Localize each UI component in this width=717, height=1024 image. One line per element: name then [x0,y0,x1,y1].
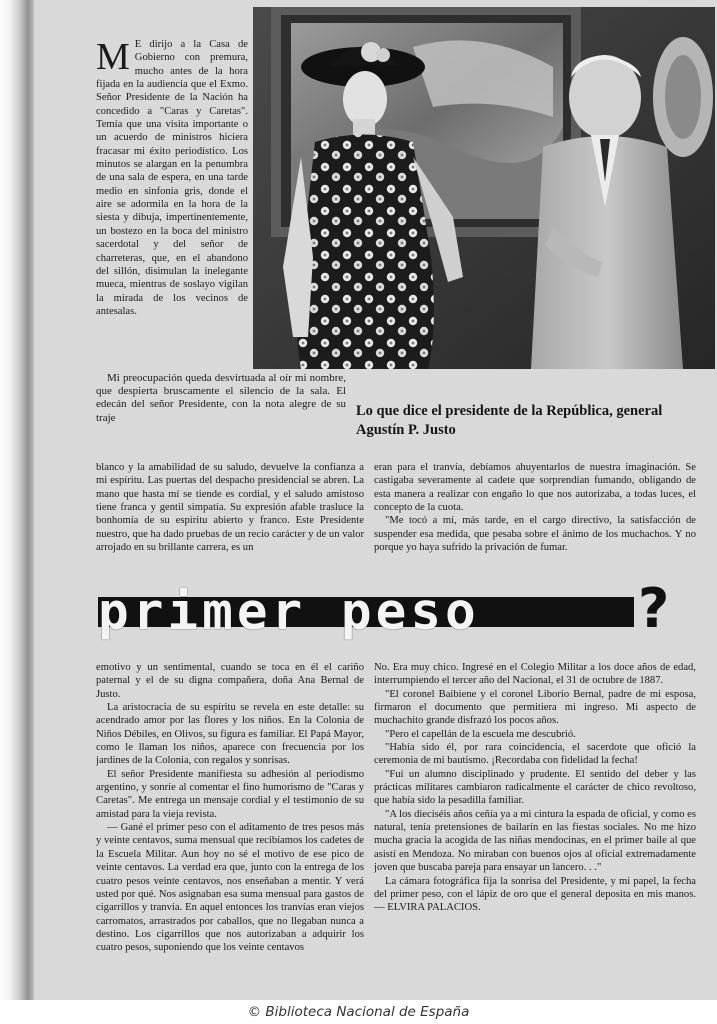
lower-right-para-3: "Pero el capellán de la escuela me descubrió. [385,728,576,740]
upper-right-para-2: "Me tocó a mí, más tarde, en el cargo directivo, la satisfacción de suspender esa medida, que pesaba sobre el ánimo de los muchachos. Y no porque yo haya sufrido la privación de fumar. [374,515,696,554]
lower-right-column [374,661,696,990]
drop-cap: M [96,38,130,78]
upper-right-column [374,461,696,573]
headline-banner [98,577,670,645]
lower-left-column [96,661,364,990]
article-intro-continuation [96,372,346,468]
lower-left-para-3: El señor Presidente manifiesta su adhesión al periodismo argentino, y sonríe al comentar el fino humorismo de "Caras y Caretas". Me entrega un mensaje cordial y el testimonio de su amistad para la vieja revista. [96,768,364,820]
library-copyright-footer: © Biblioteca Nacional de España [0,1000,717,1024]
lower-right-para-6: "A los dieciséis años ceñía ya a mi cintura la espada de oficial, y como es natural, tenía pretensiones de bailarín en las fiestas sociales. No me hizo mucha gracia la acogida de las niñas mendocinas, en el primer baile al que asistí en Mendoza. No miraban con buenos ojos al oficial extremadamente joven que buscaba pareja para ensayar un lancero. . ." [374,808,696,874]
lower-left-para-4: — Gané el primer peso con el aditamento de tres pesos más y veinte centavos, suma mensual que recibíamos los cadetes de la Escuela Militar. Aun hoy no sé el motivo de ese pico de veinte centavos. La verdad era que, junto con la entrega de los cuatro pesos veinte centavos, nos enseñaban a mentir. Y verá usted por qué. Nos asignaban esa suma mensual para gastos de cigarrillos y tranvía. En aquel entonces los tranvías eran viejos carromatos, arrastrados por caballos, que no llegaban nunca a destino. Los cigarrillos que nos autorizaban a adquirir los cuatro pesos, suponiendo que los veinte centavos [96,822,364,954]
binding-spine [0,0,36,1024]
lower-right-para-1: No. Era muy chico. Ingresé en el Colegio Militar a los doce años de edad, interrumpiendo el tercer año del Nacional, el 31 de octubre de 1887. [374,662,696,687]
lower-right-para-2: "El coronel Baibiene y el coronel Liborio Bernal, padre de mi esposa, firmaron el documento que permitiera mi ingreso. Mi aspecto de muchachito grande disfrazó los pocos años. [374,688,696,727]
photo-caption: Lo que dice el presidente de la República, general Agustín P. Justo [356,403,663,438]
greeting-paragraph: blanco y la amabilidad de su saludo, devuelve la confianza a mi espíritu. Las puertas del despacho presidencial se abren. La mano que hasta mí se tiende es cordial, y el saludo amistoso tiene franca y gentil simpatía. Su expresión afable trasluce la bonhomía de su espíritu abierto y franco. Este Presidente nuestro, que ha dado pruebas de un recio carácter y de un valor arrojado en su brillante carrera, es un [96,462,364,554]
upper-right-para-1: eran para el tranvía, debíamos ahuyentarlos de nuestra imaginación. Se castigaba severamente al cadete que sorprendían fumando, obligando de esta manera a realizar con engaño lo que nos autorizaba, a todas luces, el concepto de la cuota. [374,462,696,514]
lower-left-para-1: emotivo y un sentimental, cuando se toca en él el cariño paternal y el de su digna compañera, doña Ana Bernal de Justo. [96,662,364,700]
headline-text: primer peso [98,583,480,642]
lower-right-para-4: "Había sido él, por rara coincidencia, el sacerdote que ofició la ceremonia de mi bautismo. ¡Recordaba con fidelidad la fecha! [374,742,696,767]
lower-left-para-2: La aristocracia de su espíritu se revela en este detalle: su acendrado amor por las flores y los niños. En la Colonia de Niños Débiles, en Olivos, su figura es familiar. El Papá Mayor, como le llaman los niños, aparece con frecuencia por los jardines de la Colonia, con regalos y sonrisas. [96,702,364,767]
headline-question-mark: ? [638,577,670,640]
lower-right-para-5: "Fuí un alumno disciplinado y prudente. El sentido del deber y las prácticas militares cambiaron radicalmente el carácter de chico revoltoso, que había sido la pesadilla familiar. [374,768,696,807]
waiting-room-paragraph: Mi preocupación queda desvirtuada al oír mi nombre, que despierta bruscamente el silencio de la sala. El edecán del señor Presidente, con la nota alegre de su traje [96,372,346,424]
lower-right-para-7: La cámara fotográfica fija la sonrisa del Presidente, y mi papel, la fecha del primer peso, con el lápiz de oro que el general deposita en mis manos. — ELVIRA PALACIOS. [374,875,696,914]
photo-illustration [253,7,715,369]
upper-left-column [96,461,364,573]
article-photograph [253,7,715,369]
article-intro-column [96,38,248,340]
intro-paragraph: E dirijo a la Casa de Gobierno con premura, mucho antes de la hora fijada en la audiencia que el Exmo. Señor Presidente de la Nación ha concedido a "Caras y Caretas". Temía que una visita importante o un acuerdo de ministros hiciera fracasar mi éxito periodístico. Los minutos se alargan en la penumbra de una sala de espera, en una tarde medio en sinfonía gris, donde el aire se adormila en la hora de la siesta y dibuja, impertinentemente, un bostezo en la boca del ministro sacerdotal y del señor de charreteras, que, en el abandono del sillón, disimulan la inelegante mueca, mientras de soslayo vigilan la mirada de los vecinos de antesalas. [96,39,248,317]
